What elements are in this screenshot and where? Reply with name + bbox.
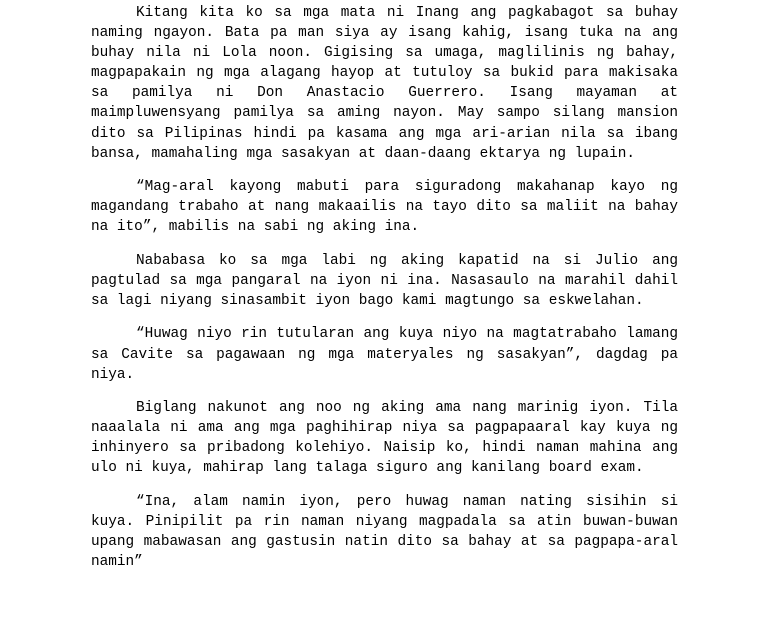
document-page: [91, 3, 678, 586]
paragraph-5: Biglang nakunot ang noo ng aking ama nang marinig iyon. Tila naaalala ni ama ang mga paghihirap niya sa pagpapaaral kay kuya ng inhinyero sa pribadong kolehiyo. Naisip ko, hindi naman mahina ang ulo ni kuya, mahirap lang talaga siguro ang kanilang board exam.: [91, 400, 678, 477]
paragraph-1: Kitang kita ko sa mga mata ni Inang ang pagkabagot sa buhay naming ngayon. Bata pa man siya ay isang kahig, isang tuka na ang buhay nila ni Lola noon. Gigising sa umaga, maglilinis ng bahay, magpapakain ng mga alagang hayop at tutuloy sa bukid para makisaka sa pamilya ni Don Anastacio Guerrero. Isang mayaman at maimpluwensyang pamilya sa aming nayon. May sampo silang mansion dito sa Pilipinas hindi pa kasama ang mga ari-arian nila sa ibang bansa, mamahaling mga sasakyan at daan-daang ektarya ng lupain.: [91, 5, 678, 162]
paragraph-6: “Ina, alam namin iyon, pero huwag naman nating sisihin si kuya. Pinipilit pa rin naman niyang magpadala sa atin buwan-buwan upang mabawasan ang gastusin natin dito sa bahay at sa pagpapa-aral namin”: [91, 493, 678, 571]
paragraph-3: Nababasa ko sa mga labi ng aking kapatid na si Julio ang pagtulad sa mga pangaral na iyon ni ina. Nasasaulo na marahil dahil sa lagi niyang sinasambit iyon bago kami magtungo sa eskwelahan.: [91, 252, 678, 309]
paragraph-2: “Mag-aral kayong mabuti para siguradong makahanap kayo ng magandang trabaho at nang makaailis na tayo dito sa maliit na bahay na ito”, mabilis na sabi ng aking ina.: [91, 179, 678, 236]
paragraph-4: “Huwag niyo rin tutularan ang kuya niyo na magtatrabaho lamang sa Cavite sa pagawaan ng mga materyales ng sasakyan”, dagdag pa niya.: [91, 326, 678, 383]
